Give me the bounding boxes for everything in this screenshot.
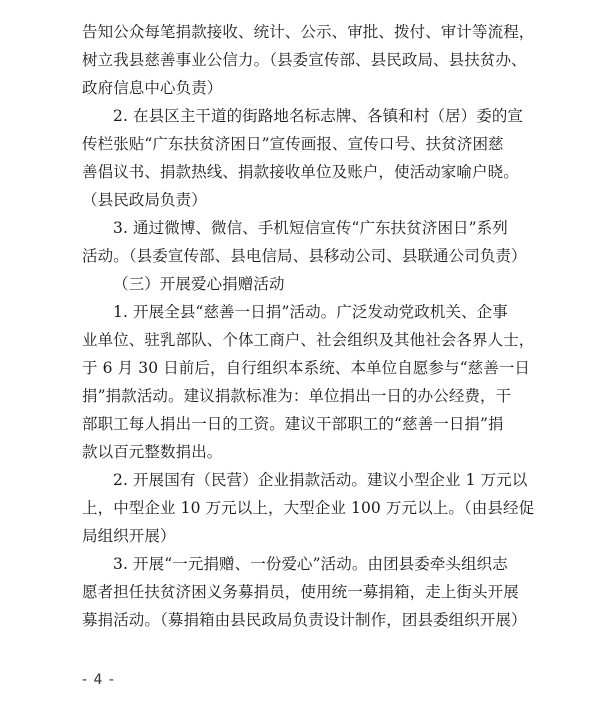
paragraph-line: 1. 开展全县“慈善一日捐”活动。广泛发动党政机关、企事	[113, 303, 508, 321]
paragraph-line: 善倡议书、捐款热线、捐款接收单位及账户，使活动家喻户晓。	[82, 163, 519, 181]
paragraph-line: 业单位、驻乳部队、个体工商户、社会组织及其他社会各界人士，	[82, 331, 535, 349]
paragraph-line: 款以百元整数捐出。	[82, 443, 223, 461]
paragraph-line: 上，中型企业 10 万元以上，大型企业 100 万元以上。（由县经促	[82, 499, 535, 517]
paragraph-line: 于 6 月 30 日前后，自行组织本系统、本单位自愿参与“慈善一日	[82, 359, 531, 377]
paragraph-line: 捐”捐款活动。建议捐款标准为：单位捐出一日的办公经费，干	[82, 387, 512, 405]
paragraph-line: 3. 开展“一元捐赠、一份爱心”活动。由团县委牵头组织志	[113, 555, 508, 573]
paragraph-line: 活动。（县委宣传部、县电信局、县移动公司、县联通公司负责）	[82, 247, 527, 265]
paragraph-line: 传栏张贴“广东扶贫济困日”宣传画报、宣传口号、扶贫济困慈	[82, 135, 504, 153]
paragraph-line: 2. 在县区主干道的街路地名标志牌、各镇和村（居）委的宣	[113, 107, 524, 125]
paragraph-line: 3. 通过微博、微信、手机短信宣传“广东扶贫济困日”系列	[113, 219, 508, 237]
paragraph-line: 告知公众每笔捐款接收、统计、公示、审批、拨付、审计等流程，	[82, 23, 535, 41]
paragraph-line: 局组织开展）	[82, 527, 176, 545]
paragraph-line: 树立我县慈善事业公信力。（县委宣传部、县民政局、县扶贫办、	[82, 51, 527, 69]
paragraph-line: 愿者担任扶贫济困义务募捐员，使用统一募捐箱，走上街头开展	[82, 583, 519, 601]
document-body	[82, 18, 535, 634]
page-number: - 4 -	[82, 672, 115, 688]
section-heading: （三）开展爱心捐赠活动	[113, 275, 285, 293]
paragraph-line: 2. 开展国有（民营）企业捐款活动。建议小型企业 1 万元以	[113, 471, 528, 489]
paragraph-line: （县民政局负责）	[82, 191, 207, 209]
paragraph-line: 部职工每人捐出一日的工资。建议干部职工的“慈善一日捐”捐	[82, 415, 504, 433]
paragraph-line: 募捐活动。（募捐箱由县民政局负责设计制作，团县委组织开展）	[82, 611, 527, 629]
paragraph-line: 政府信息中心负责）	[82, 79, 223, 97]
